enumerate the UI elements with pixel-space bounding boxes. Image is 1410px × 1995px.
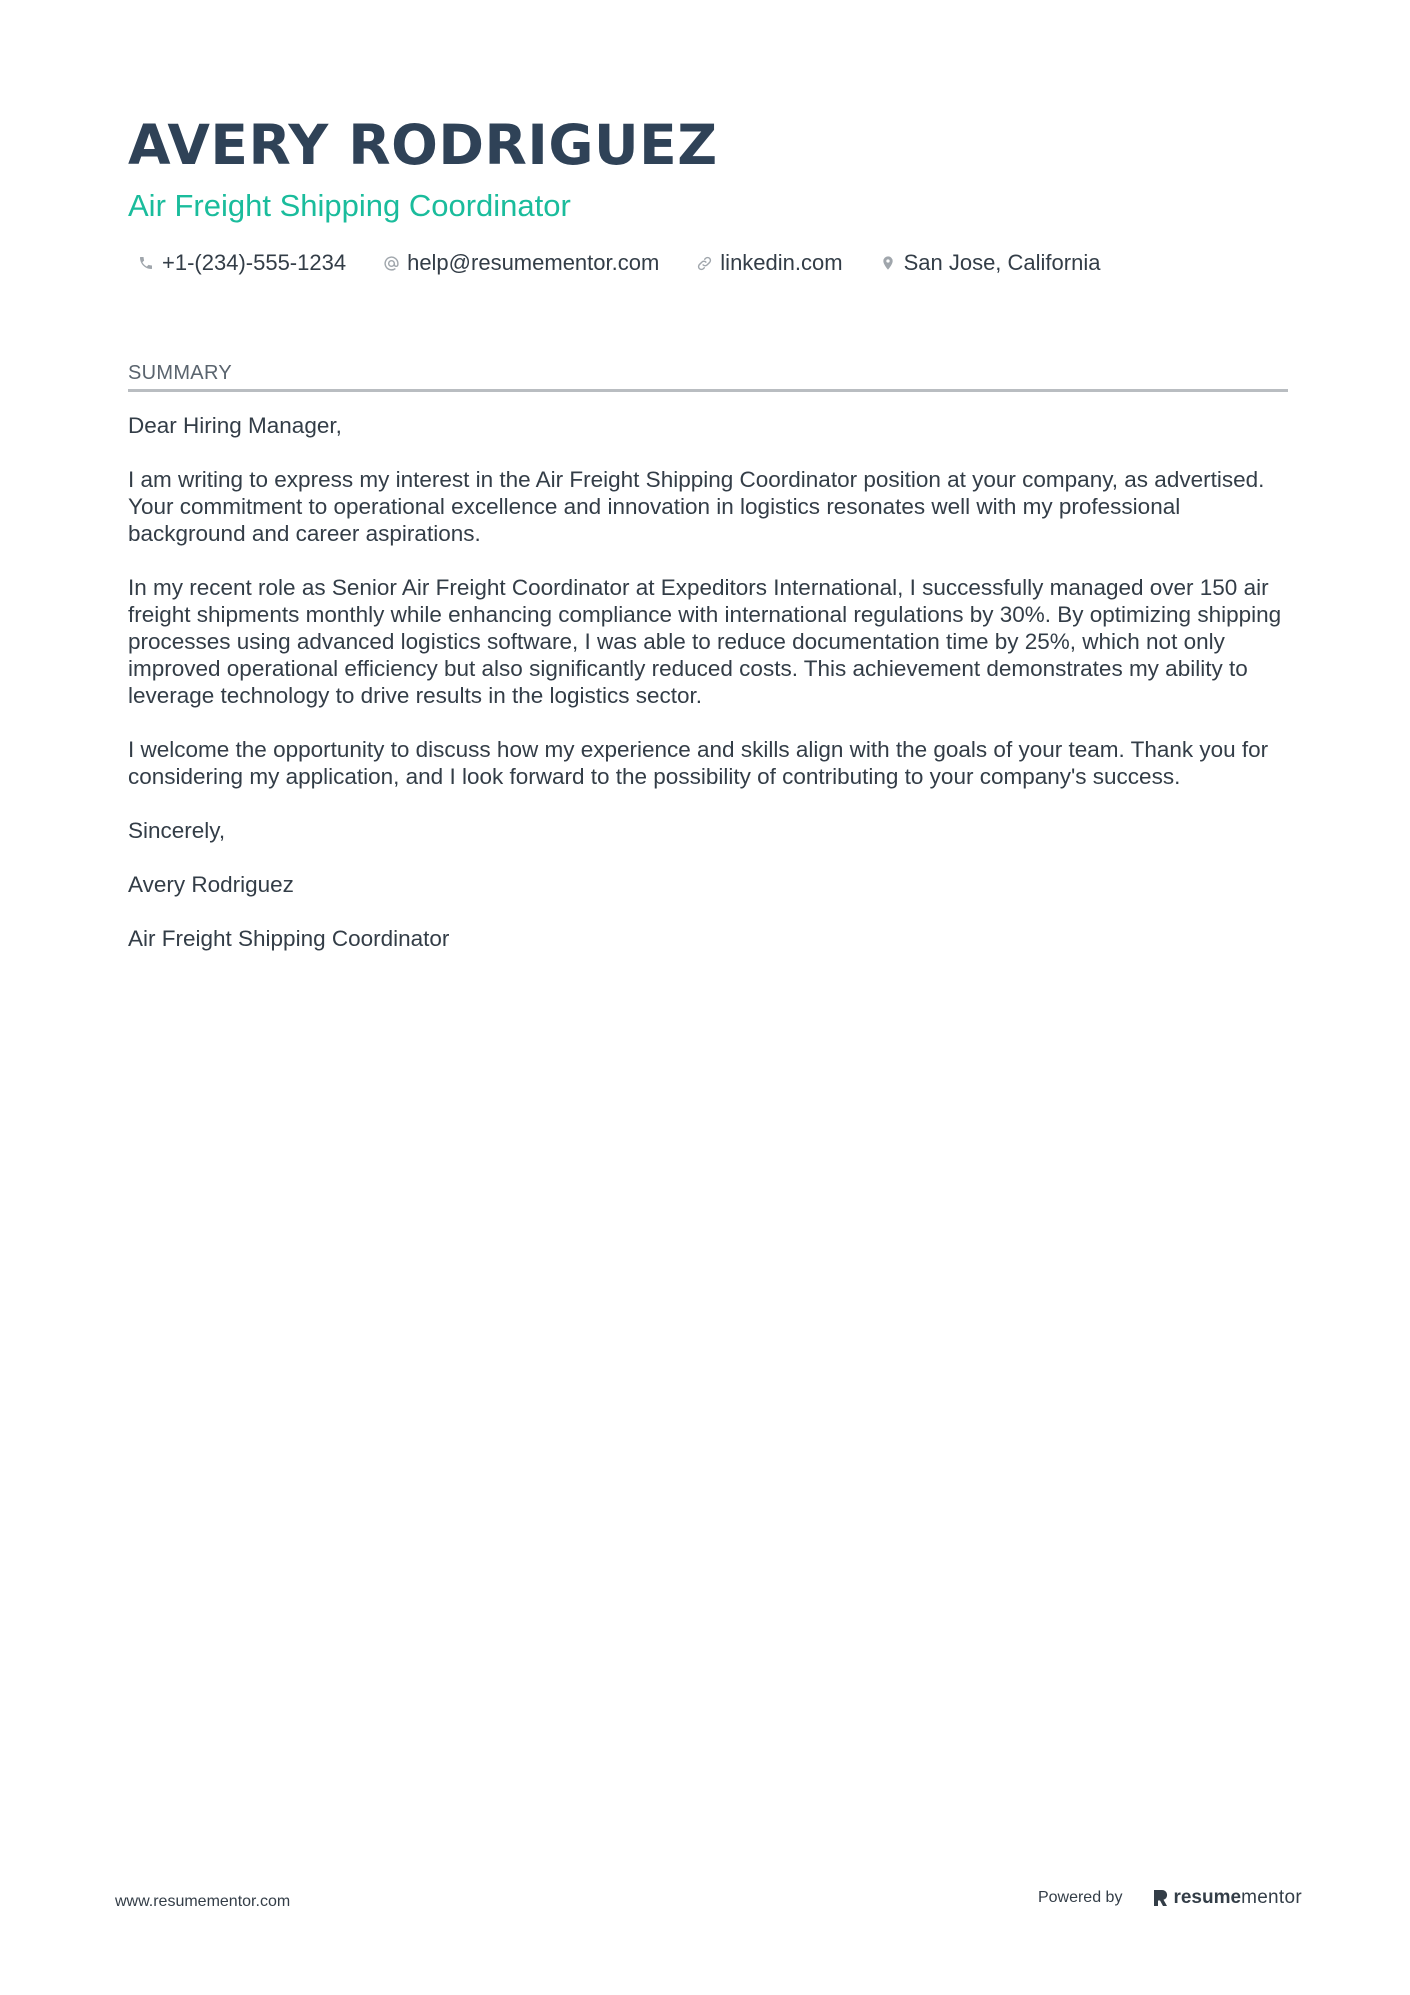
contact-location-text: San Jose, California	[903, 250, 1101, 275]
letter-paragraph: I am writing to express my interest in the Air Freight Shipping Coordinator position at your company, as advertised. Your commitment to operational excellence and innovation in logistics resonates well with my professional background and career aspirations.	[128, 467, 1265, 546]
signature-name: Avery Rodriguez	[128, 872, 294, 897]
contact-email[interactable]	[373, 248, 659, 278]
footer-website[interactable]: www.resumementor.com	[115, 1893, 291, 1910]
signature-title: Air Freight Shipping Coordinator	[128, 926, 450, 951]
salutation: Dear Hiring Manager,	[128, 413, 342, 438]
candidate-role: Air Freight Shipping Coordinator	[128, 188, 571, 223]
phone-icon	[136, 253, 156, 273]
contact-email-text[interactable]: help@resumementor.com	[407, 250, 660, 275]
letter-paragraph: In my recent role as Senior Air Freight Coordinator at Expeditors International, I successfully managed over 150 air freight shipments monthly while enhancing compliance with international regulations by 30%. By optimizing shipping processes using advanced logistics software, I was able to reduce documentation time by 25%, which not only improved operational efficiency but also significantly reduced costs. This achievement demonstrates my ability to leverage technology to drive results in the logistics sector.	[128, 575, 1282, 708]
section-title: SUMMARY	[128, 360, 1288, 392]
contact-linkedin-text[interactable]: linkedin.com	[720, 250, 843, 275]
cover-letter-body	[128, 412, 1288, 952]
contact-linkedin[interactable]	[686, 248, 842, 278]
closing: Sincerely,	[128, 818, 226, 843]
resumementor-logo[interactable]	[1152, 1887, 1302, 1909]
link-icon	[694, 253, 714, 273]
letter-paragraph: I welcome the opportunity to discuss how my experience and skills align with the goals of your team. Thank you for considering my application, and I look forward to the possibility of contributing to your company's success.	[128, 737, 1269, 789]
powered-by-label: Powered by	[1037, 1889, 1123, 1906]
summary-section	[128, 360, 1288, 979]
footer-branding	[1038, 1887, 1302, 1909]
location-pin-icon	[878, 253, 898, 273]
contact-location	[870, 248, 1101, 278]
brand-bold: resume	[1173, 1887, 1242, 1908]
at-icon	[381, 253, 401, 273]
resumementor-logo-icon	[1152, 1888, 1170, 1908]
candidate-name: AVERY RODRIGUEZ	[128, 113, 718, 177]
contact-phone	[128, 248, 346, 278]
contact-phone-text: +1-(234)-555-1234	[162, 250, 347, 275]
brand-regular: mentor	[1241, 1887, 1302, 1908]
contact-row	[128, 248, 1288, 278]
resume-header	[128, 112, 1288, 278]
